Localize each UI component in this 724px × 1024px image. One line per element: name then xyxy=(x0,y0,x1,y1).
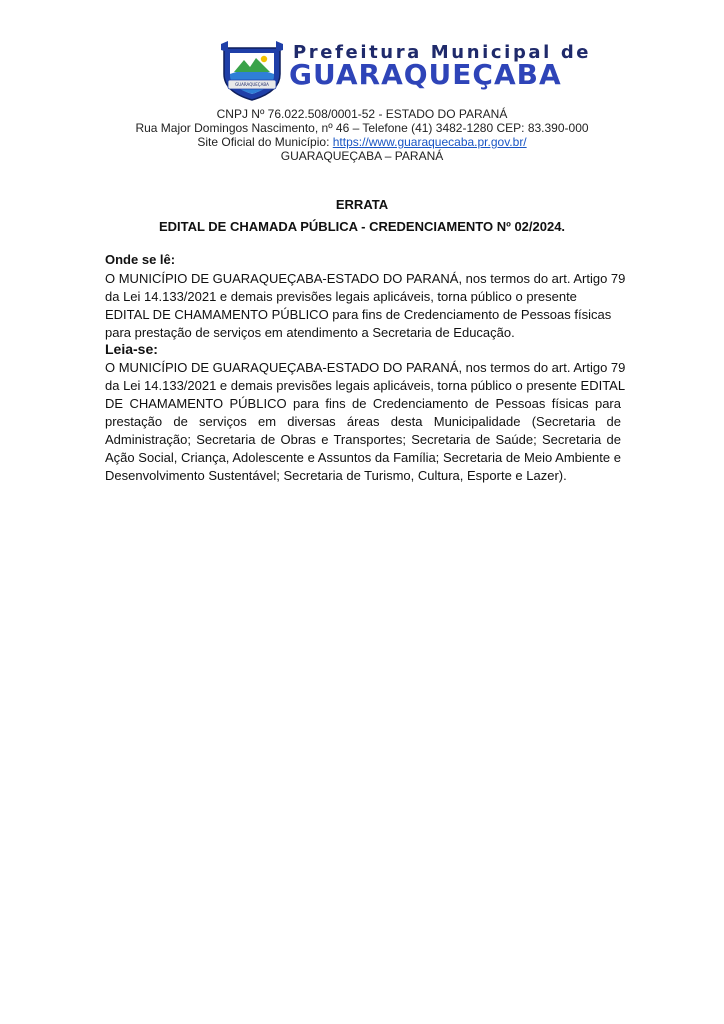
logo-ribbon-text: GUARAQUEÇABA xyxy=(235,82,269,87)
document-title: ERRATA xyxy=(335,197,389,212)
paragraph-line: da Lei 14.133/2021 e demais previsões legais aplicáveis, torna público o presente EDITAL xyxy=(105,378,626,393)
paragraph-line: para prestação de serviços em atendimento a Secretaria de Educação. xyxy=(105,325,515,340)
site-line xyxy=(0,135,724,150)
leia-se-paragraph xyxy=(105,359,626,485)
paragraph-line: O MUNICÍPIO DE GUARAQUEÇABA-ESTADO DO PARANÁ, nos termos do art. Artigo 79 xyxy=(105,360,626,375)
paragraph-line: da Lei 14.133/2021 e demais previsões legais aplicáveis, torna público o presente xyxy=(105,289,577,304)
paragraph-line: Ação Social, Criança, Adolescente e Assuntos da Família; Secretaria de Meio Ambiente e xyxy=(105,450,621,465)
onde-se-le-label: Onde se lê: xyxy=(105,252,176,267)
address-line: Rua Major Domingos Nascimento, nº 46 – Telefone (41) 3482-1280 CEP: 83.390-000 xyxy=(135,121,589,135)
onde-se-le-paragraph xyxy=(105,270,625,342)
municipal-coat-of-arms-logo xyxy=(218,40,286,102)
leia-se-label: Leia-se: xyxy=(105,341,158,357)
cnpj-line: CNPJ Nº 76.022.508/0001-52 - ESTADO DO PARANÁ xyxy=(216,107,508,121)
paragraph-line: EDITAL DE CHAMAMENTO PÚBLICO para fins de Credenciamento de Pessoas físicas xyxy=(105,307,612,322)
brand-title-name: GUARAQUEÇABA xyxy=(289,58,562,91)
document-subtitle: EDITAL DE CHAMADA PÚBLICA - CREDENCIAMENTO Nº 02/2024. xyxy=(158,219,566,234)
site-prefix: Site Oficial do Município: xyxy=(197,135,333,149)
paragraph-line: prestação de serviços em diversas áreas desta Municipalidade (Secretaria de xyxy=(105,414,621,429)
site-link[interactable]: https://www.guaraquecaba.pr.gov.br/ xyxy=(332,135,527,149)
city-line: GUARAQUEÇABA – PARANÁ xyxy=(280,149,444,163)
brand-title-top: Prefeitura Municipal de xyxy=(293,42,592,63)
paragraph-line: Administração; Secretaria de Obras e Transportes; Secretaria de Saúde; Secretaria de xyxy=(105,432,621,447)
paragraph-line: Desenvolvimento Sustentável; Secretaria de Turismo, Cultura, Esporte e Lazer). xyxy=(105,468,567,483)
paragraph-line: O MUNICÍPIO DE GUARAQUEÇABA-ESTADO DO PARANÁ, nos termos do art. Artigo 79 xyxy=(105,271,626,286)
paragraph-line: DE CHAMAMENTO PÚBLICO para fins de Credenciamento de Pessoas físicas para xyxy=(105,396,621,411)
